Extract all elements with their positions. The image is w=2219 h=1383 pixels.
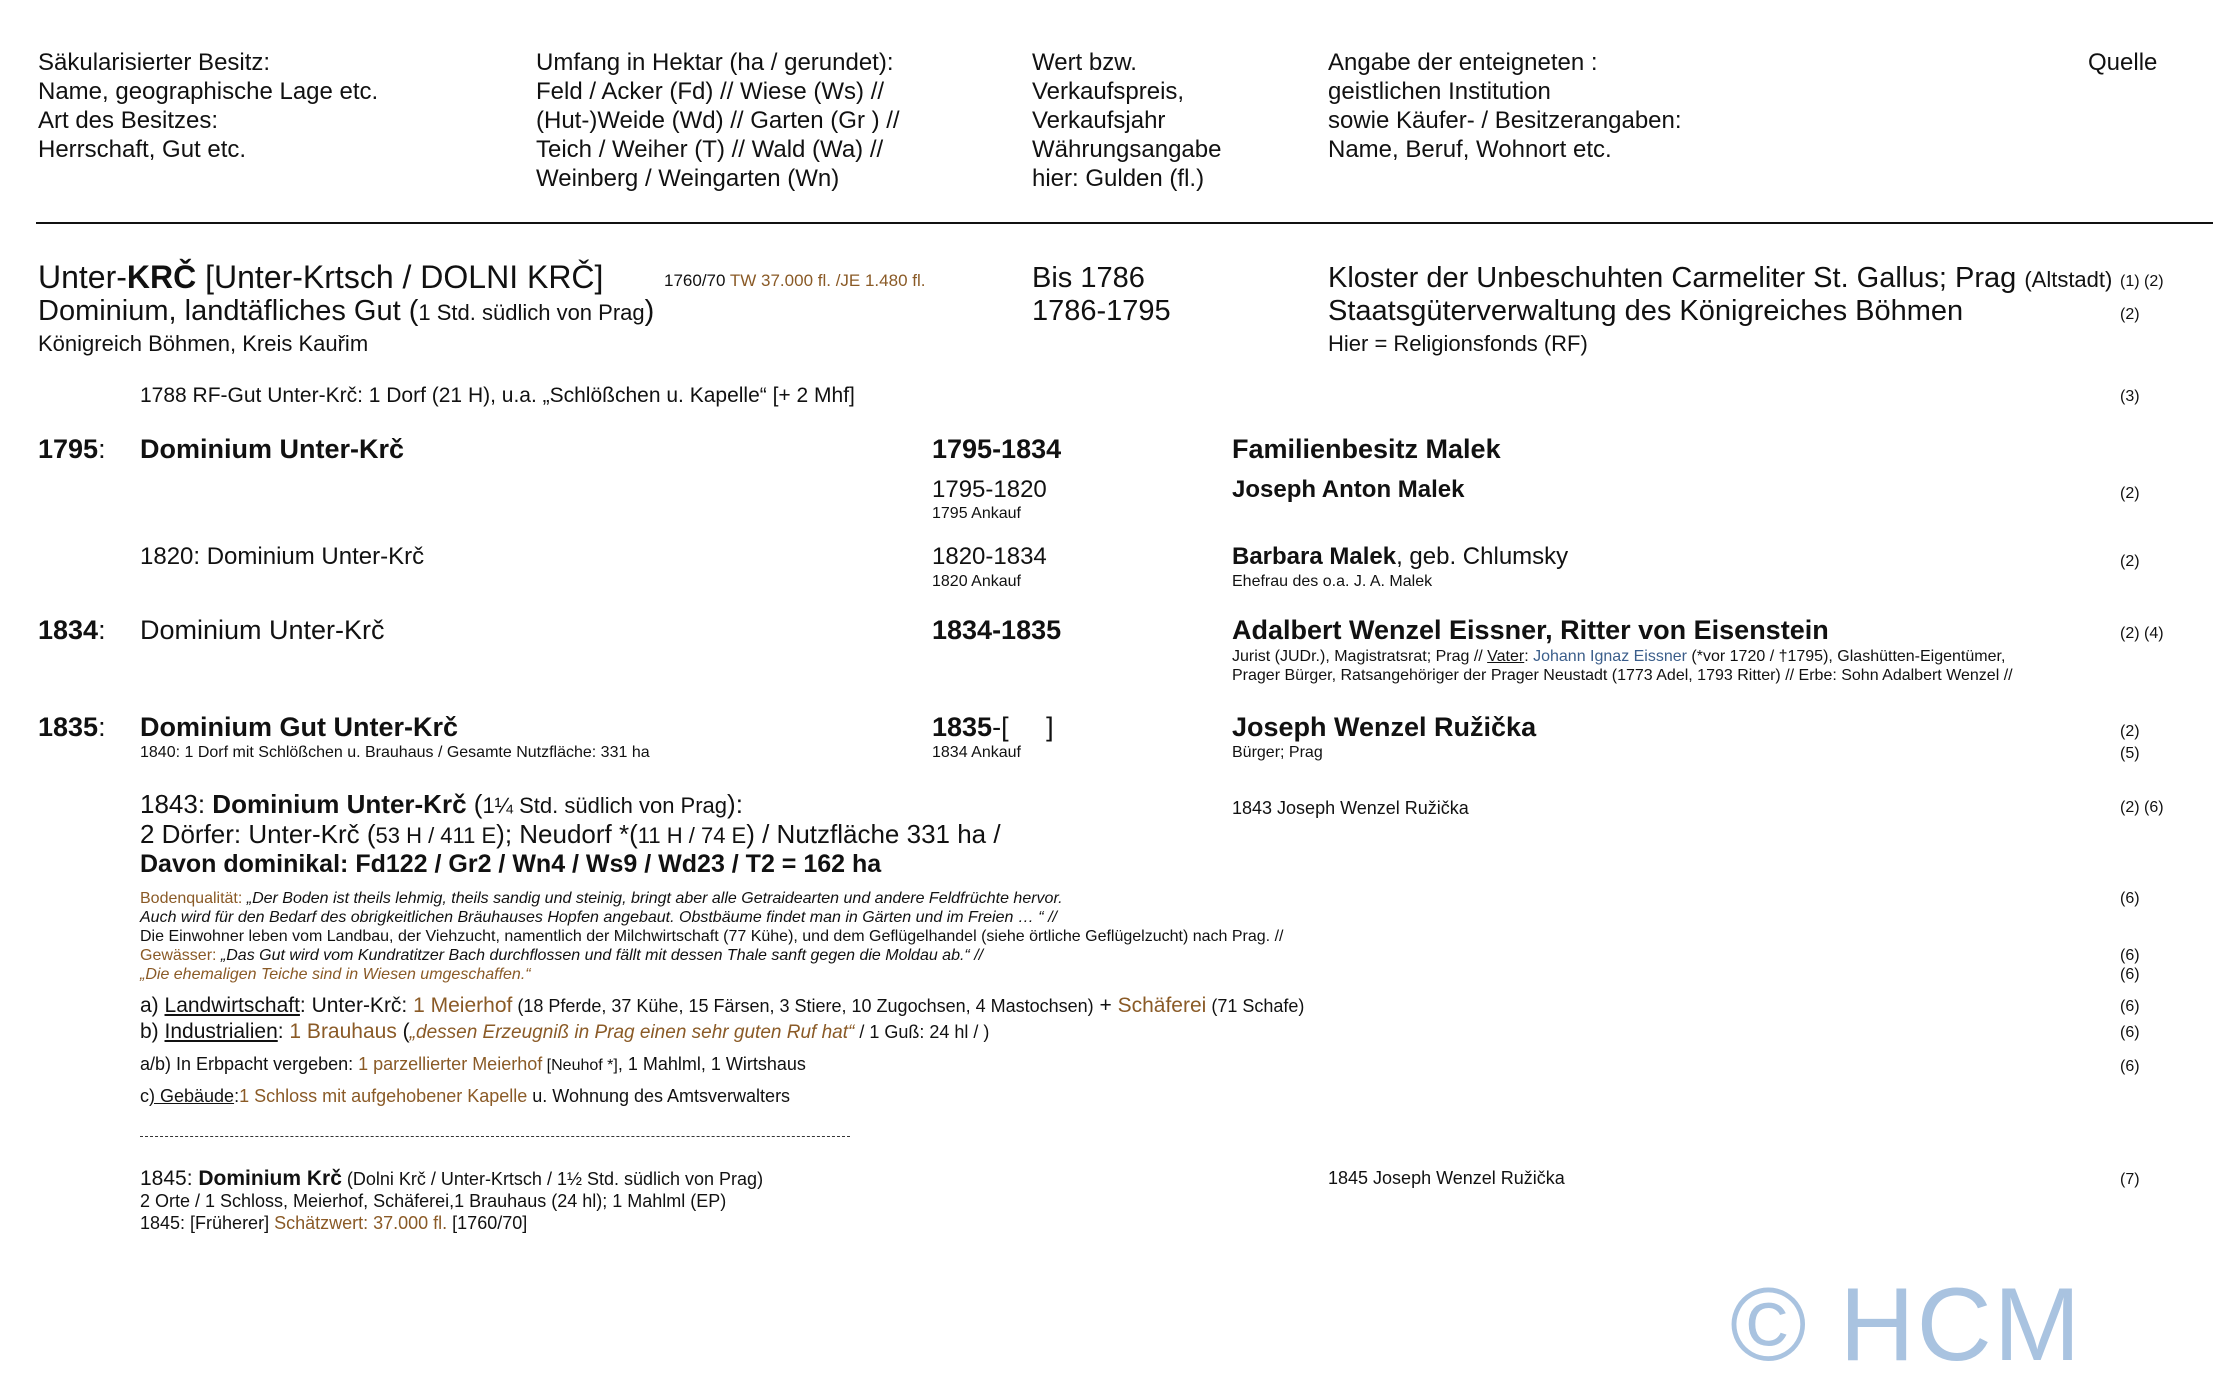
- highlight: Schäferei: [1117, 994, 1207, 1017]
- header-divider: [36, 222, 2213, 224]
- year-prefix: 1843:: [140, 789, 213, 819]
- s1795-name: Dominium Unter-Krč: [140, 434, 405, 464]
- s1834-note-1: [1232, 647, 2005, 667]
- entry-line2: [38, 295, 654, 328]
- header-line: Name, Beruf, Wohnort etc.: [1328, 136, 1612, 163]
- s1795-family: Familienbesitz Malek: [1232, 434, 1501, 464]
- detail: [Neuhof *]: [542, 1057, 618, 1074]
- s1820-person-note: Ehefrau des o.a. J. A. Malek: [1232, 573, 1433, 590]
- note-text: Jurist (JUDr.), Magistratsrat; Prag //: [1232, 648, 1488, 665]
- text: , 1 Mahlml, 1 Wirtshaus: [617, 1054, 806, 1074]
- header-col-extent: [536, 48, 900, 193]
- entry-title: [38, 260, 603, 294]
- header-col-value: [1032, 48, 1221, 193]
- owner-name: Kloster der Unbeschuhten Carmeliter St. Gallus; Prag: [1328, 262, 2025, 294]
- header-line: Weinberg / Weingarten (Wn): [536, 165, 840, 192]
- text: +: [1093, 994, 1118, 1017]
- year-colon: :: [98, 615, 106, 645]
- source-ref: (6): [2120, 947, 2140, 964]
- dominium-name: Dominium Krč: [198, 1167, 342, 1190]
- detail: (Dolni Krč / Unter-Krtsch / 1½ Std. südlich von Prag): [341, 1169, 764, 1189]
- highlight: 1 Meierhof: [413, 994, 513, 1017]
- header-col-name: [38, 48, 378, 164]
- areas: : Fd122 / Gr2 / Wn4 / Ws9 / Wd23 / T2 = 162 ha: [340, 850, 882, 878]
- entry-paren: ): [644, 295, 655, 327]
- source-ref: (1) (2): [2120, 273, 2164, 290]
- text: :: [234, 1086, 240, 1106]
- person-title: Ritter von Eisenstein: [1560, 615, 1829, 645]
- item-prefix: b): [140, 1020, 165, 1043]
- s1834-name: Dominium Unter-Krč: [140, 615, 385, 645]
- copyright-watermark: © HCM: [1730, 1267, 2083, 1383]
- landwirtschaft-line: [140, 992, 1304, 1019]
- source-ref: (2): [2120, 306, 2140, 323]
- quote: „dessen Erzeugniß in Prag einen sehr guten Ruf hat“: [409, 1022, 855, 1043]
- year-1835: [38, 711, 106, 744]
- header-line: Teich / Weiher (T) // Wald (Wa) //: [536, 136, 884, 163]
- label: Bodenqualität:: [140, 890, 247, 907]
- detail: (71 Schafe): [1206, 996, 1305, 1016]
- year-1834: [38, 614, 106, 647]
- text: 1845: [Früherer]: [140, 1213, 275, 1233]
- s1843-line-2: [140, 818, 1001, 851]
- label: Davon dominikal: [140, 850, 341, 878]
- detail: (18 Pferde, 37 Kühe, 15 Färsen, 3 Stiere, 10 Zugochsen, 4 Mastochsen): [512, 996, 1094, 1016]
- person-name: Barbara Malek: [1232, 543, 1397, 570]
- year-1795: [38, 433, 106, 466]
- label: Gewässer:: [140, 947, 221, 964]
- source-ref: (6): [2120, 1058, 2140, 1075]
- source-ref: (6): [2120, 1024, 2140, 1041]
- s1820-period: 1820-1834: [932, 543, 1047, 570]
- s1835-period: [932, 711, 1054, 744]
- source-ref: (6): [2120, 966, 2140, 983]
- item-prefix: a): [140, 994, 165, 1017]
- erbpacht-line: [140, 1054, 806, 1076]
- source-ref: (2): [2120, 485, 2140, 502]
- highlight: 1 Schloss mit aufgehobener Kapelle: [239, 1086, 528, 1106]
- period-start: 1835: [932, 712, 993, 742]
- note-person: Johann Ignaz Eissner: [1533, 648, 1687, 665]
- header-line: Art des Besitzes:: [38, 107, 219, 134]
- boden-line-2: Auch wird für den Bedarf des obrigkeitlichen Bräuhauses Hopfen angebaut. Obstbäume findet man in Gärten und im Freien … “ //: [140, 909, 1057, 926]
- owner-location: (Altstadt): [2024, 267, 2113, 292]
- title-prefix: Unter-: [38, 259, 127, 295]
- population: 11 H / 74 E: [637, 823, 747, 848]
- item-prefix: c: [140, 1086, 149, 1106]
- title-bold: KRČ: [126, 259, 197, 295]
- year-colon: :: [98, 712, 106, 742]
- s1845-line-1: [140, 1165, 763, 1192]
- entry-location: 1 Std. südlich von Prag: [418, 300, 645, 325]
- s1795-person: Joseph Anton Malek: [1232, 476, 1465, 503]
- s1835-person-note: Bürger; Prag: [1232, 744, 1323, 761]
- person-name: Adalbert Wenzel Eissner: [1232, 615, 1546, 645]
- s1834-period: 1834-1835: [932, 615, 1062, 645]
- text: u. Wohnung des Amtsverwalters: [527, 1086, 791, 1106]
- entry-date-2: 1786-1795: [1032, 295, 1171, 327]
- s1820-note: 1820 Ankauf: [932, 573, 1021, 590]
- s1835-person: Joseph Wenzel Ružička: [1232, 712, 1537, 742]
- header-line: sowie Käufer- / Besitzerangaben:: [1328, 107, 1682, 134]
- s1843-line-1: [140, 788, 743, 821]
- s1843-owner: 1843 Joseph Wenzel Ružička: [1232, 798, 1469, 818]
- s1820-person: [1232, 543, 1568, 570]
- s1845-line-3: [140, 1213, 527, 1234]
- person-separator: ,: [1545, 615, 1561, 645]
- header-line: Säkularisierter Besitz:: [38, 49, 271, 76]
- header-line: Herrschaft, Gut etc.: [38, 136, 247, 163]
- industrialien-line: [140, 1018, 989, 1046]
- source-ref: (3): [2120, 388, 2140, 405]
- source-ref: (2): [2120, 553, 2140, 570]
- entry-type: Dominium, landtäfliches Gut (: [38, 295, 419, 327]
- gewaesser-line: [140, 946, 983, 966]
- s1835-note: 1840: 1 Dorf mit Schlößchen u. Brauhaus / Gesamte Nutzfläche: 331 ha: [140, 744, 650, 761]
- s1843-line-3: [140, 848, 881, 881]
- source-ref: (6): [2120, 998, 2140, 1015]
- source-ref: (5): [2120, 745, 2140, 762]
- section-divider: [140, 1136, 850, 1137]
- s1835-name: Dominium Gut Unter-Krč: [140, 712, 459, 742]
- header-line: Angabe der enteigneten :: [1328, 49, 1598, 76]
- header-line: (Hut-)Weide (Wd) // Garten (Gr ) //: [536, 107, 900, 134]
- text: a/b) In Erbpacht vergeben:: [140, 1054, 359, 1074]
- entry-owner-2: Staatsgüterverwaltung des Königreiches Böhmen: [1328, 295, 1964, 327]
- s1820-name: 1820: Dominium Unter-Krč: [140, 543, 425, 570]
- header-col-owner: [1328, 48, 1682, 164]
- location: 1¼ Std. südlich von Prag: [482, 793, 728, 818]
- s1795-sub-note: 1795 Ankauf: [932, 505, 1021, 522]
- header-line: Währungsangabe: [1032, 136, 1222, 163]
- text: ); Neudorf *(: [496, 819, 638, 849]
- s1834-person: [1232, 614, 1829, 647]
- year-label: 1834: [38, 615, 99, 645]
- source-ref: (2) (4): [2120, 625, 2164, 642]
- s1845-line-2: 2 Orte / 1 Schloss, Meierhof, Schäferei,1 Brauhaus (24 hl); 1 Mahlml (EP): [140, 1191, 727, 1211]
- paren: (: [466, 789, 483, 819]
- note-colon: :: [1524, 648, 1534, 665]
- header-line: Verkaufspreis,: [1032, 78, 1185, 105]
- header-line: Name, geographische Lage etc.: [38, 78, 379, 105]
- title-note-value: TW 37.000 fl. /JE 1.480 fl.: [729, 271, 926, 290]
- entry-owner-3: Hier = Religionsfonds (RF): [1328, 331, 1588, 356]
- title-rest: [Unter-Krtsch / DOLNI KRČ]: [196, 259, 604, 295]
- period-end: -[ ]: [992, 712, 1054, 742]
- header-line: hier: Gulden (fl.): [1032, 165, 1205, 192]
- rf-line: 1788 RF-Gut Unter-Krč: 1 Dorf (21 H), u.a. „Schlößchen u. Kapelle“ [+ 2 Mhf]: [140, 384, 855, 407]
- population: 53 H / 411 E: [375, 823, 497, 848]
- header-line: Feld / Acker (Fd) // Wiese (Ws) //: [536, 78, 885, 105]
- text: : Unter-Krč:: [299, 994, 414, 1017]
- source-ref: (2) (6): [2120, 799, 2164, 816]
- highlight: 1 parzellierter Meierhof: [358, 1054, 543, 1074]
- header-line: Wert bzw.: [1032, 49, 1137, 76]
- year-colon: :: [98, 434, 106, 464]
- source-ref: (7): [2120, 1171, 2140, 1188]
- boden-line-1: [140, 889, 1063, 909]
- text: [1760/70]: [447, 1213, 528, 1233]
- highlight: 1 Brauhaus: [289, 1020, 397, 1043]
- year-label: 1795: [38, 434, 99, 464]
- label: Landwirtschaft: [164, 994, 300, 1017]
- header-col-source: Quelle: [2088, 49, 2158, 76]
- text: (: [396, 1020, 410, 1043]
- entry-owner-1: [1328, 262, 2112, 295]
- text: :: [277, 1020, 290, 1043]
- s1795-period: 1795-1834: [932, 434, 1062, 464]
- year-prefix: 1845:: [140, 1167, 199, 1190]
- header-line: geistlichen Institution: [1328, 78, 1551, 105]
- header-line: Umfang in Hektar (ha / gerundet):: [536, 49, 894, 76]
- s1795-sub-period: 1795-1820: [932, 476, 1047, 503]
- gebaeude-line: [140, 1086, 790, 1107]
- title-note-year: 1760/70: [664, 271, 730, 290]
- highlight: Schätzwert: 37.000 fl.: [274, 1213, 448, 1233]
- quote: „Der Boden ist theils lehmig, theils sandig und steinig, bringt aber alle Getraidearten und andere Feldfrüchte hervor.: [246, 890, 1063, 907]
- paren: ):: [727, 789, 743, 819]
- dominium-name: Dominium Unter-Krč: [212, 789, 467, 819]
- s1835-period-note: 1834 Ankauf: [932, 744, 1021, 761]
- text: 2 Dörfer: Unter-Krč (: [140, 819, 376, 849]
- einwohner-line: Die Einwohner leben vom Landbau, der Viehzucht, namentlich der Milchwirtschaft (77 Kühe), und dem Geflügelhandel (siehe örtliche Geflügelzucht) nach Prag. //: [140, 928, 1284, 945]
- note-label: Vater: [1487, 648, 1525, 665]
- source-ref: (2): [2120, 723, 2140, 740]
- year-label: 1835: [38, 712, 99, 742]
- detail: / 1 Guß: 24 hl / ): [854, 1022, 990, 1042]
- note-text: (*vor 1720 / †1795), Glashütten-Eigentümer,: [1686, 648, 2006, 665]
- teich-line: „Die ehemaligen Teiche sind in Wiesen umgeschaffen.“: [140, 966, 531, 983]
- entry-date-1: Bis 1786: [1032, 262, 1145, 294]
- s1834-note-2: Prager Bürger, Ratsangehöriger der Prager Neustadt (1773 Adel, 1793 Ritter) // Erbe: Sohn Adalbert Wenzel //: [1232, 667, 2013, 684]
- person-birthname: , geb. Chlumsky: [1396, 543, 1569, 570]
- text: ) / Nutzfläche 331 ha /: [746, 819, 1001, 849]
- source-ref: (6): [2120, 890, 2140, 907]
- title-note: [664, 270, 925, 291]
- label: ) Gebäude: [149, 1086, 235, 1106]
- label: Industrialien: [164, 1020, 278, 1043]
- header-line: Verkaufsjahr: [1032, 107, 1166, 134]
- entry-region: Königreich Böhmen, Kreis Kauřim: [38, 331, 369, 356]
- quote: „Das Gut wird vom Kundratitzer Bach durchflossen und fällt mit dessen Thale sanft gegen die Moldau ab.“ //: [220, 947, 984, 964]
- s1845-owner: 1845 Joseph Wenzel Ružička: [1328, 1168, 1565, 1188]
